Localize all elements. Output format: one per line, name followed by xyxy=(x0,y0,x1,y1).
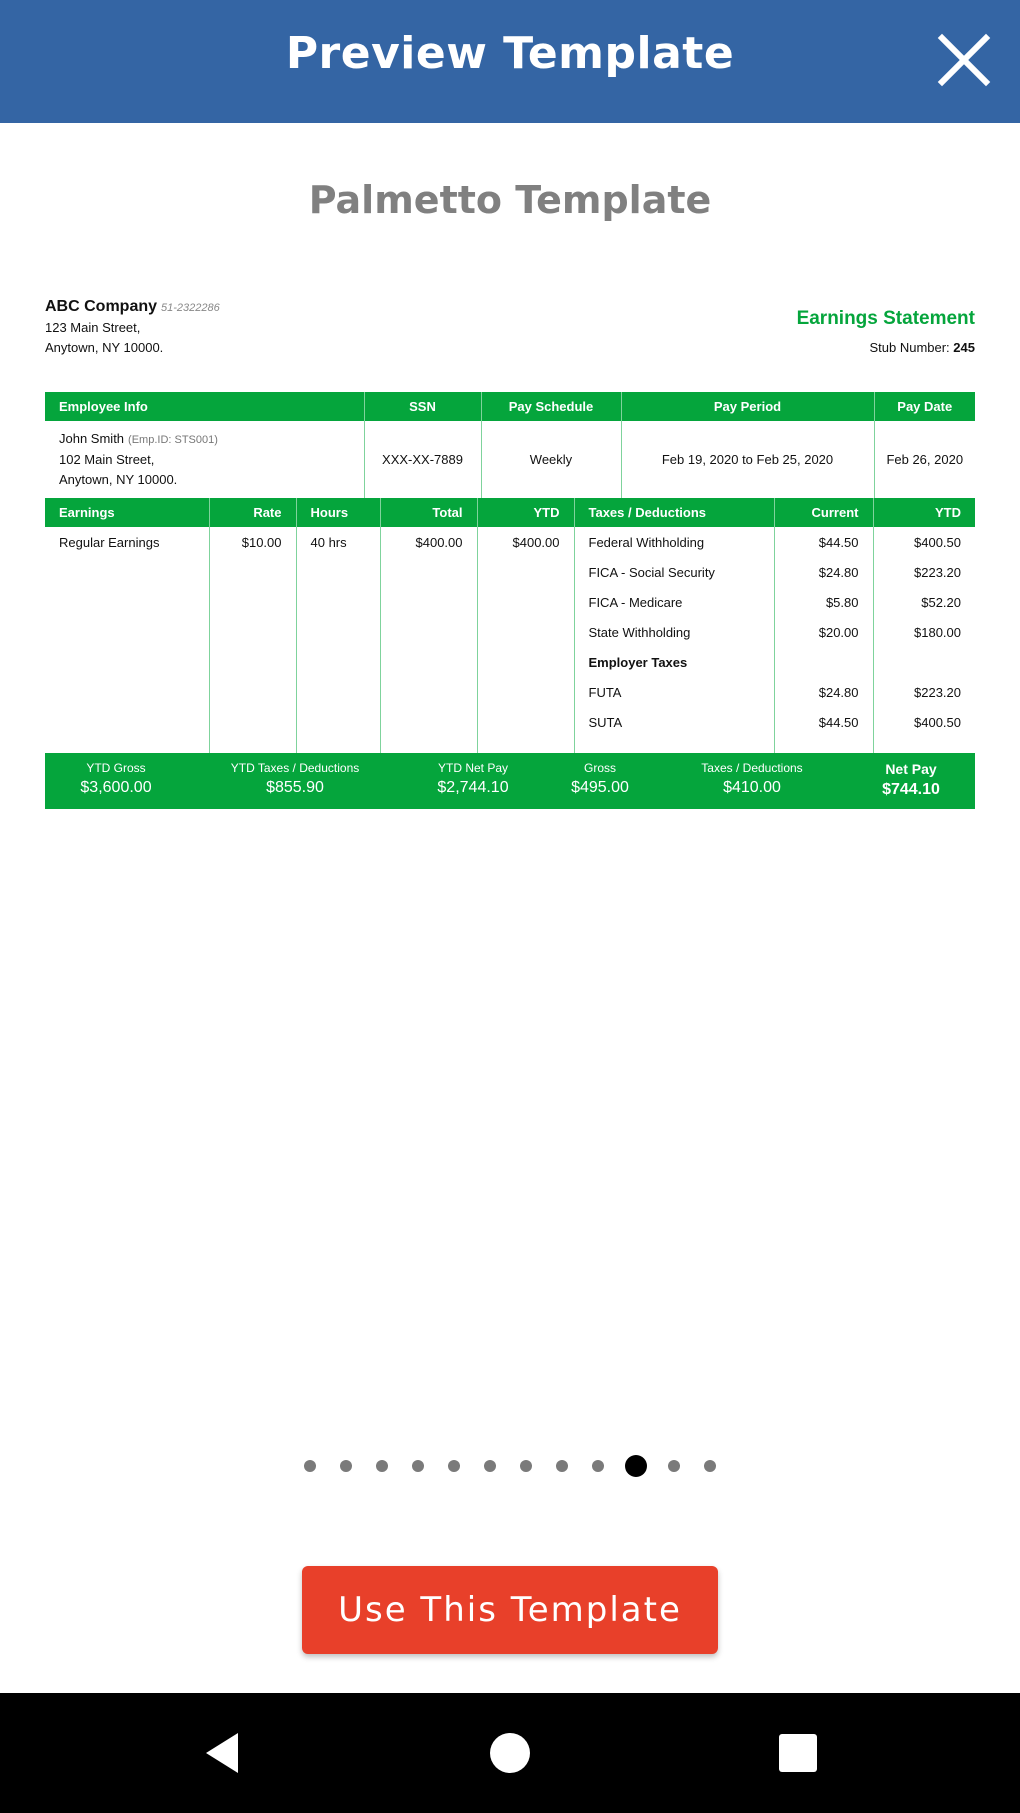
summary-gross xyxy=(543,761,657,797)
back-button[interactable] xyxy=(192,1723,252,1783)
company-name: ABC Company xyxy=(45,298,158,315)
header-pay-schedule: Pay Schedule xyxy=(481,392,621,421)
stub-number xyxy=(797,340,975,355)
totals-bar xyxy=(45,753,975,809)
employee-pay-schedule: Weekly xyxy=(481,421,621,498)
employee-address-line2: Anytown, NY 10000. xyxy=(59,472,178,487)
recents-icon xyxy=(768,1723,828,1783)
earning-hours: 40 hrs xyxy=(296,527,380,557)
table-row-filler xyxy=(45,737,975,753)
deduction-ytd xyxy=(873,647,975,677)
employee-ssn: XXX-XX-7889 xyxy=(364,421,481,498)
close-icon xyxy=(934,30,994,90)
table-row xyxy=(45,557,975,587)
page-dot[interactable] xyxy=(412,1460,424,1472)
deduction-current: $5.80 xyxy=(774,587,873,617)
summary-label: YTD Taxes / Deductions xyxy=(230,761,360,775)
header-ssn: SSN xyxy=(364,392,481,421)
header-deduction-ytd: YTD xyxy=(873,498,975,527)
earning-total: $400.00 xyxy=(380,527,477,557)
summary-ytd-taxes xyxy=(187,761,403,797)
deduction-label: Federal Withholding xyxy=(574,527,774,557)
company-ein: 51-2322286 xyxy=(161,302,220,314)
table-row xyxy=(45,677,975,707)
employee-pay-date: Feb 26, 2020 xyxy=(886,452,964,467)
screen-title: Preview Template xyxy=(285,28,735,79)
header-employee-info: Employee Info xyxy=(45,392,364,421)
page-dot[interactable] xyxy=(304,1460,316,1472)
table-row xyxy=(45,707,975,737)
page-dot[interactable] xyxy=(484,1460,496,1472)
deduction-label: FICA - Medicare xyxy=(574,587,774,617)
table-row xyxy=(45,647,975,677)
page-dot[interactable] xyxy=(340,1460,352,1472)
deduction-ytd: $52.20 xyxy=(921,594,961,610)
summary-label: YTD Gross xyxy=(86,761,146,775)
header-current: Current xyxy=(774,498,873,527)
summary-label: YTD Net Pay xyxy=(437,761,509,775)
summary-ytd-gross xyxy=(45,761,187,797)
statement-title: Earnings Statement xyxy=(796,308,975,329)
summary-value: $495.00 xyxy=(571,779,629,796)
page-dot[interactable] xyxy=(704,1460,716,1472)
company-block xyxy=(45,298,545,358)
summary-value: $855.90 xyxy=(266,779,324,796)
employee-name: John Smith xyxy=(59,431,125,446)
employee-info-table xyxy=(45,392,975,498)
table-row xyxy=(45,527,975,557)
back-icon xyxy=(192,1723,252,1783)
header-pay-date: Pay Date xyxy=(874,392,975,421)
summary-label: Net Pay xyxy=(885,761,937,777)
summary-net-pay xyxy=(847,761,975,799)
page-dot[interactable] xyxy=(556,1460,568,1472)
company-address-line2: Anytown, NY 10000. xyxy=(45,340,164,355)
summary-taxes xyxy=(657,761,847,797)
header-rate: Rate xyxy=(209,498,296,527)
company-address xyxy=(45,318,545,358)
earning-label: Regular Earnings xyxy=(45,527,209,557)
summary-label: Taxes / Deductions xyxy=(701,761,803,775)
company-address-line1: 123 Main Street, xyxy=(45,320,141,335)
deduction-label: State Withholding xyxy=(574,617,774,647)
deduction-label: SUTA xyxy=(574,707,774,737)
table-row xyxy=(45,617,975,647)
system-nav-bar xyxy=(0,1693,1020,1813)
deduction-ytd: $400.50 xyxy=(914,714,961,730)
table-row xyxy=(45,587,975,617)
header-ytd: YTD xyxy=(477,498,574,527)
earning-ytd: $400.00 xyxy=(477,527,574,557)
deduction-ytd: $223.20 xyxy=(914,564,961,580)
header-taxes-deductions: Taxes / Deductions xyxy=(574,498,774,527)
deduction-current: $44.50 xyxy=(774,707,873,737)
employee-id: (Emp.ID: STS001) xyxy=(128,434,218,446)
page-dot-active[interactable] xyxy=(625,1455,647,1477)
deduction-ytd: $223.20 xyxy=(914,684,961,700)
summary-value: $410.00 xyxy=(723,779,781,796)
stub-number-value: 245 xyxy=(953,340,975,355)
top-bar xyxy=(0,0,1020,123)
stub-number-label: Stub Number: xyxy=(869,340,950,355)
home-icon xyxy=(480,1723,540,1783)
header-pay-period: Pay Period xyxy=(621,392,874,421)
employee-cell xyxy=(45,421,364,498)
deduction-ytd: $180.00 xyxy=(914,624,961,640)
deduction-current: $20.00 xyxy=(774,617,873,647)
recents-button[interactable] xyxy=(768,1723,828,1783)
earning-rate: $10.00 xyxy=(209,527,296,557)
page-dot[interactable] xyxy=(376,1460,388,1472)
deduction-current: $44.50 xyxy=(774,527,873,557)
summary-value: $3,600.00 xyxy=(80,779,152,796)
page-dot[interactable] xyxy=(592,1460,604,1472)
template-name: Palmetto Template xyxy=(308,178,712,222)
earnings-deductions-table xyxy=(45,498,975,753)
pay-stub-preview xyxy=(45,298,975,811)
deduction-label: FICA - Social Security xyxy=(574,557,774,587)
employee-pay-period: Feb 19, 2020 to Feb 25, 2020 xyxy=(621,421,874,498)
page-dot[interactable] xyxy=(520,1460,532,1472)
statement-block xyxy=(797,308,975,355)
header-hours: Hours xyxy=(296,498,380,527)
summary-value: $744.10 xyxy=(882,781,940,798)
page-dot[interactable] xyxy=(668,1460,680,1472)
header-earnings: Earnings xyxy=(45,498,209,527)
summary-label: Gross xyxy=(583,761,616,775)
employee-address-line1: 102 Main Street, xyxy=(59,452,155,467)
summary-ytd-net-pay xyxy=(403,761,543,797)
home-button[interactable] xyxy=(480,1723,540,1783)
page-dot[interactable] xyxy=(448,1460,460,1472)
employee-info-header xyxy=(45,392,975,421)
header-total: Total xyxy=(380,498,477,527)
deduction-current xyxy=(774,647,873,677)
employee-info-row xyxy=(45,421,975,498)
employer-taxes-label: Employer Taxes xyxy=(574,647,774,677)
summary-value: $2,744.10 xyxy=(437,779,509,796)
deduction-current: $24.80 xyxy=(774,677,873,707)
page-indicator xyxy=(0,1453,1020,1479)
deduction-label: FUTA xyxy=(574,677,774,707)
deduction-current: $24.80 xyxy=(774,557,873,587)
close-button[interactable] xyxy=(934,30,994,90)
use-template-button[interactable]: Use This Template xyxy=(302,1566,718,1654)
earnings-header xyxy=(45,498,975,527)
deduction-ytd: $400.50 xyxy=(914,534,961,550)
